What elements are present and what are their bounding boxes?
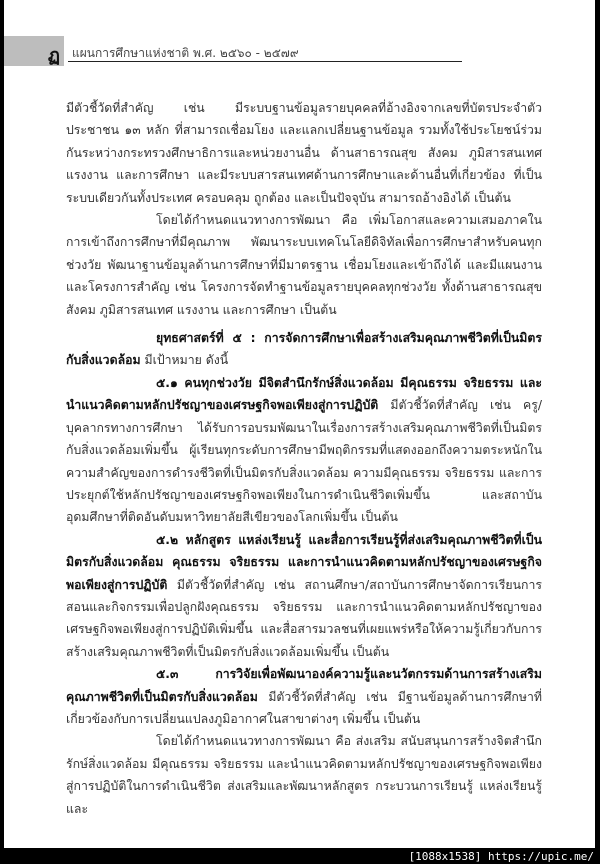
header-divider xyxy=(68,61,462,62)
paragraph-development-guidelines: โดยได้กำหนดแนวทางการพัฒนา คือ ส่งเสริม สนับสนุนการสร้างจิตสำนึกรักษ์สิ่งแวดล้อม มีคุณธรรม จริยธรรม และนำแนวคิดตามหลักปรัชญาของเศรษฐกิจพอเพียงสู่การปฏิบัติในการดำเนินชีวิต ส่งเสริมและพัฒนาหลักสูตร กระบวนการเรียนรู้ แหล่งเรียนรู้ และ xyxy=(66,734,542,816)
goal-5-1 xyxy=(66,372,542,529)
goal-5-1-title: ๕.๑ คนทุกช่วงวัย มีจิตสำนึกรักษ์สิ่งแวดล้อม มีคุณธรรม จริยธรรม และนำแนวคิดตามหลักปรัชญาของเศรษฐกิจพอเพียงสู่การปฏิบัติ xyxy=(66,375,542,413)
page-letter: ฏ xyxy=(47,45,60,66)
goal-5-1-text: มีตัวชี้วัดที่สำคัญ เช่น ครู/บุคลากรทางการศึกษา ได้รับการอบรมพัฒนาในเรื่องการสร้างเสริมคุณภาพชีวิตที่เป็นมิตรกับสิ่งแวดล้อมเพิ่มขึ้น ผู้เรียนทุกระดับการศึกษามีพฤติกรรมที่แสดงออกถึงความตระหนักในความสำคัญของการดำรงชีวิตที่เป็นมิตรกับสิ่งแวดล้อม ความมีคุณธรรม จริยธรรม และการประยุกต์ใช้หลักปรัชญาของเศรษฐกิจพอเพียงในการดำเนินชีวิตเพิ่มขึ้น และสถาบันอุดมศึกษาที่ติดอันดับมหาวิทยาลัยสีเขียวของโลกเพิ่มขึ้น เป็นต้น xyxy=(66,398,542,525)
goal-5-2-text: มีตัวชี้วัดที่สำคัญ เช่น สถานศึกษา/สถาบันการศึกษาจัดการเรียนการสอนและกิจกรรมเพื่อปลูกฝังคุณธรรม จริยธรรม และการนำแนวคิดตามหลักปรัชญาของเศรษฐกิจพอเพียงสู่การปฏิบัติเพิ่มขึ้น และสื่อสารมวลชนที่เผยแพร่หรือให้ความรู้เกี่ยวกับการสร้างเสริมคุณภาพชีวิตที่เป็นมิตรกับสิ่งแวดล้อมเพิ่มขึ้น เป็นต้น xyxy=(66,577,542,659)
goal-5-3 xyxy=(66,663,542,730)
strategy-title: ยุทธศาสตร์ที่ ๕ : การจัดการศึกษาเพื่อสร้างเสริมคุณภาพชีวิตที่เป็นมิตรกับสิ่งแวดล้อม xyxy=(66,331,542,368)
body-text xyxy=(66,97,542,820)
document-page xyxy=(4,0,595,848)
running-header-title: แผนการศึกษาแห่งชาติ พ.ศ. ๒๕๖๐ - ๒๕๗๙ xyxy=(72,46,299,60)
paragraph-indicators: มีตัวชี้วัดที่สำคัญ เช่น มีระบบฐานข้อมูลรายบุคคลที่อ้างอิงจากเลขที่บัตรประจำตัวประชาชน ๑๓ หลัก ที่สามารถเชื่อมโยง และแลกเปลี่ยนฐานข้อมูล รวมทั้งใช้ประโยชน์ร่วมกันระหว่างกระทรวงศึกษาธิการและหน่วยงานอื่น ด้านสาธารณสุข สังคม ภูมิสารสนเทศ แรงงาน และการศึกษา และมีระบบสารสนเทศด้านการศึกษาและด้านอื่นที่เกี่ยวข้อง ที่เป็นระบบเดียวกันทั้งประเทศ ครอบคลุม ถูกต้อง และเป็นปัจจุบัน สามารถอ้างอิงได้ เป็นต้น xyxy=(66,101,542,205)
goal-5-2 xyxy=(66,529,542,663)
page-number-tab xyxy=(4,36,64,66)
watermark-bar xyxy=(0,848,600,864)
goal-5-2-title: ๕.๒ หลักสูตร แหล่งเรียนรู้ และสื่อการเรียนรู้ที่ส่งเสริมคุณภาพชีวิตที่เป็นมิตรกับสิ่งแวดล้อม คุณธรรม จริยธรรม และการนำแนวคิดตามหลักปรัชญาของเศรษฐกิจพอเพียงสู่การปฏิบัติ xyxy=(66,532,542,592)
strategy-heading xyxy=(66,327,542,372)
goal-5-3-title: ๕.๓ การวิจัยเพื่อพัฒนาองค์ความรู้และนวัตกรรมด้านการสร้างเสริมคุณภาพชีวิตที่เป็นมิตรกับสิ่งแวดล้อม xyxy=(66,667,542,704)
goal-5-3-text: มีตัวชี้วัดที่สำคัญ เช่น มีฐานข้อมูลด้านการศึกษาที่เกี่ยวข้องกับการเปลี่ยนแปลงภูมิอากาศในสาขาต่างๆ เพิ่มขึ้น เป็นต้น xyxy=(66,689,542,726)
paragraph-guidelines: โดยได้กำหนดแนวทางการพัฒนา คือ เพิ่มโอกาสและความเสมอภาคในการเข้าถึงการศึกษาที่มีคุณภาพ พัฒนาระบบเทคโนโลยีดิจิทัลเพื่อการศึกษาสำหรับคนทุกช่วงวัย พัฒนาฐานข้อมูลด้านการศึกษาที่มีมาตรฐาน เชื่อมโยงและเข้าถึงได้ และมีแผนงานและโครงการสำคัญ เช่น โครงการจัดทำฐานข้อมูลรายบุคคลทุกช่วงวัย ทั้งด้านสาธารณสุข สังคม ภูมิสารสนเทศ แรงงาน และการศึกษา เป็นต้น xyxy=(66,213,542,317)
watermark-text: [1088x1538] https://upic.me/ xyxy=(408,850,594,863)
strategy-suffix: มีเป้าหมาย ดังนี้ xyxy=(140,353,229,368)
